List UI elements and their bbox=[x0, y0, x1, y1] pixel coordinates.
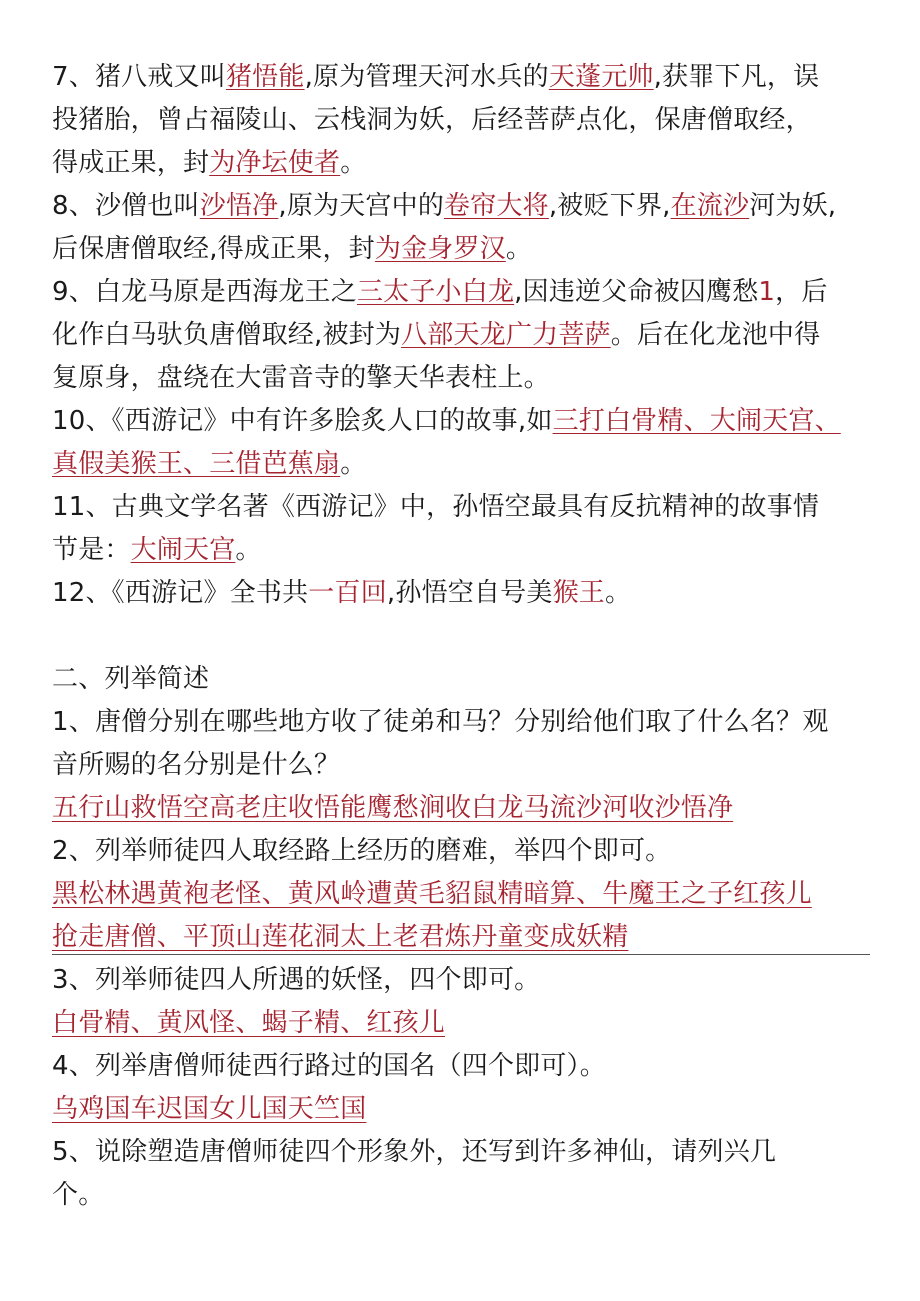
q10-text: 10、《西游记》中有许多脍炙人口的故事,如 bbox=[52, 406, 553, 436]
q7-answer-rank: 为净坛使者 bbox=[209, 148, 341, 178]
q11-line-1 bbox=[52, 486, 872, 529]
s2-q3-answer-line bbox=[52, 1002, 872, 1045]
q9-line-3 bbox=[52, 357, 872, 400]
s2-q2-answer: 黑松林遇黄袍老怪、黄风岭遭黄毛貂鼠精暗算、牛魔王之子红孩儿 bbox=[52, 879, 812, 909]
q9-text: 。后在化龙池中得 bbox=[610, 320, 821, 350]
q9-answer-rank: 八部天龙广力菩萨 bbox=[401, 320, 611, 350]
q7-text: 投猪胎，曾占福陵山、云栈洞为妖，后经菩萨点化，保唐僧取经， bbox=[52, 105, 812, 135]
s2-q4-answer-line bbox=[52, 1088, 872, 1131]
q7-text: 7、猪八戒又叫 bbox=[52, 62, 226, 92]
q8-line-2 bbox=[52, 228, 872, 271]
q9-answer-name: 三太子小白龙 bbox=[356, 277, 515, 307]
q12-text: 12、《西游记》全书共 bbox=[52, 578, 309, 608]
q11-text: 节是： bbox=[52, 535, 131, 565]
q9-text: ,因违逆父命被囚鹰愁 bbox=[514, 277, 759, 307]
s2-q5-line-2: 个。 bbox=[52, 1180, 105, 1210]
q9-line-1 bbox=[52, 271, 872, 314]
q9-text: 9、白龙马原是西海龙王之 bbox=[52, 277, 357, 307]
q8-answer-name: 沙悟净 bbox=[199, 191, 279, 221]
divider-line bbox=[52, 954, 870, 955]
q8-line-1 bbox=[52, 185, 872, 228]
q10-line-1 bbox=[52, 400, 872, 443]
q8-text: 河为妖, bbox=[749, 191, 837, 221]
s2-q2-line-1: 2、列举师徒四人取经路上经历的磨难，举四个即可。 bbox=[52, 836, 672, 866]
s2-q1-line-2: 音所赐的名分别是什么？ bbox=[52, 750, 341, 780]
q9-text: 复原身，盘绕在大雷音寺的擎天华表柱上。 bbox=[52, 363, 550, 393]
document-page bbox=[52, 56, 872, 1217]
s2-q1-answer: 五行山救悟空高老庄收悟能鹰愁涧收白龙马流沙河收沙悟净 bbox=[52, 793, 734, 823]
q10-answer-stories: 真假美猴王、三借芭蕉扇 bbox=[52, 449, 341, 479]
s2-q3-line-1: 3、列举师徒四人所遇的妖怪，四个即可。 bbox=[52, 965, 541, 995]
q7-answer-name: 猪悟能 bbox=[225, 62, 305, 92]
s2-q3-answer: 白骨精、黄风怪、蝎子精、红孩儿 bbox=[52, 1008, 446, 1038]
s2-q1-line-1: 1、唐僧分别在哪些地方收了徒弟和马？分别给他们取了什么名？观 bbox=[52, 707, 829, 737]
section-gap bbox=[52, 615, 872, 658]
q12-text: 。 bbox=[604, 578, 632, 608]
q12-text: ,孙悟空自号美 bbox=[386, 578, 553, 608]
q7-text: 。 bbox=[340, 148, 367, 178]
q9-marker: 1 bbox=[758, 277, 776, 307]
q11-text: 。 bbox=[235, 535, 262, 565]
q9-text: 化作白马驮负唐僧取经,被封为 bbox=[52, 320, 402, 350]
s2-q1-answer-line bbox=[52, 787, 872, 830]
q8-answer-rank: 为金身罗汉 bbox=[374, 234, 506, 264]
q7-text: ,获罪下凡，误 bbox=[653, 62, 820, 92]
q12-answer-count: 一百回 bbox=[308, 578, 387, 608]
q10-line-2 bbox=[52, 443, 872, 486]
q7-answer-title: 天蓬元帅 bbox=[548, 62, 654, 92]
q7-text: 得成正果，封 bbox=[52, 148, 210, 178]
q7-line-1 bbox=[52, 56, 872, 99]
q12-line-1 bbox=[52, 572, 872, 615]
q7-text: ,原为管理天河水兵的 bbox=[304, 62, 549, 92]
s2-q2-answer: 抢走唐僧、平顶山莲花洞太上老君炼丹童变成妖精 bbox=[52, 922, 629, 952]
s2-q2-answer-line-1 bbox=[52, 873, 872, 916]
q11-text: 11、古典文学名著《西游记》中，孙悟空最具有反抗精神的故事情 bbox=[52, 492, 820, 522]
q11-line-2 bbox=[52, 529, 872, 572]
section-heading: 二、列举简述 bbox=[52, 664, 210, 694]
q8-text: ,被贬下界, bbox=[548, 191, 671, 221]
q10-answer-stories: 三打白骨精、大闹天宫、 bbox=[552, 406, 841, 436]
s2-q5-line-1: 5、说除塑造唐僧师徒四个形象外，还写到许多神仙，请列兴几 bbox=[52, 1137, 777, 1167]
s2-q4-answer: 乌鸡国车迟国女儿国天竺国 bbox=[52, 1094, 367, 1124]
q8-answer-title: 卷帘大将 bbox=[444, 191, 549, 221]
q8-text: 后保唐僧取经,得成正果，封 bbox=[52, 234, 375, 264]
q7-line-2 bbox=[52, 99, 872, 142]
q8-text: 8、沙僧也叫 bbox=[52, 191, 200, 221]
q9-text: ，后 bbox=[775, 277, 828, 307]
q7-line-3 bbox=[52, 142, 872, 185]
q9-line-2 bbox=[52, 314, 872, 357]
s2-q4-line-1: 4、列举唐僧师徒西行路过的国名（四个即可）。 bbox=[52, 1051, 606, 1081]
q8-text: ,原为天宫中的 bbox=[278, 191, 445, 221]
q10-text: 。 bbox=[340, 449, 367, 479]
q8-text: 。 bbox=[505, 234, 533, 264]
q11-answer-story: 大闹天宫 bbox=[130, 535, 236, 565]
s2-q2-answer-line-2 bbox=[52, 916, 872, 959]
q12-answer-title: 猴王 bbox=[552, 578, 605, 608]
q8-answer-place: 在流沙 bbox=[670, 191, 750, 221]
